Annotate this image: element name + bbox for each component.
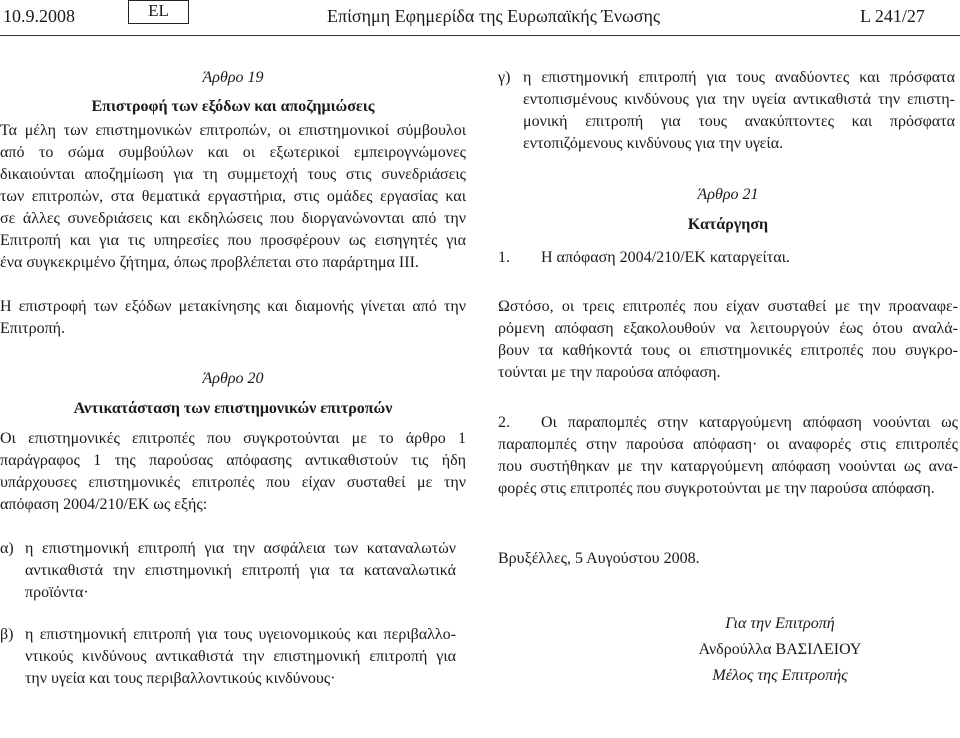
article-20-title: Αντικατάσταση των επιστημονικών επιτροπών (73, 400, 393, 417)
list-item-a (0, 538, 466, 604)
text-line: εντοπισμένους κινδύνους για την υγεία αντικαθιστά την επιστη- (523, 91, 955, 108)
text-line: η επιστημονική επιτροπή για τους αναδύοντες και πρόσφατα (523, 69, 955, 86)
page-reference: L 241/27 (860, 6, 925, 26)
text-line: εντοπιζόμενους κινδύνους για την υγεία. (523, 135, 784, 152)
article-21-number: Άρθρο 21 (697, 186, 759, 203)
text-line: η επιστημονική επιτροπή για τους υγειονομικούς και περιβαλλο- (25, 626, 456, 643)
paragraph-1-continuation (498, 296, 958, 384)
text-line: από το σώμα συμβούλων και οι εξωτερικοί εμπειρογνώμονες (0, 144, 466, 161)
language-tag: EL (128, 0, 189, 24)
list-item-label: γ) (498, 69, 511, 86)
text-line: παράγραφος 1 της παρούσας απόφασης αντικαθιστούν τις ήδη (0, 452, 466, 469)
signature-for: Για την Επιτροπή (725, 615, 835, 632)
text-line: απόφαση 2004/210/ΕΚ ως εξής: (0, 496, 208, 513)
paragraph-2-text (498, 412, 958, 500)
place-and-date: Βρυξέλλες, 5 Αυγούστου 2008. (498, 550, 700, 567)
article-19-title: Επιστροφή των εξόδων και αποζημιώσεις (91, 98, 375, 115)
text-line: Τα μέλη των επιστημονικών επιτροπών, οι επιστημονικοί σύμβουλοι (0, 122, 466, 139)
list-item-label: β) (0, 626, 14, 643)
text-line: την υγεία και τους περιβαλλοντικούς κινδύνους· (25, 670, 336, 687)
text-line: παραπομπές στην παρούσα απόφαση· οι αναφορές στις επιτροπές (498, 436, 958, 453)
text-line: τούνται με την παρούσα απόφαση. (498, 364, 721, 381)
text-line: που συστήθηκαν με την καταργούμενη απόφαση νοούνται ως ανα- (498, 458, 958, 475)
text-line: ρόμενη απόφαση εξακολουθούν να λειτουργούν έως ότου αναλά- (498, 320, 958, 337)
article-19-number: Άρθρο 19 (202, 69, 264, 86)
header-divider (0, 35, 960, 36)
text-line: Οι παραπομπές στην καταργούμενη απόφαση νοούνται ως (541, 414, 958, 431)
article-19-paragraph-1 (0, 120, 466, 274)
paragraph-2 (498, 412, 958, 500)
text-line: προϊόντα· (25, 584, 89, 601)
text-line: φορές στις επιτροπές που συγκροτούνται με την παρούσα απόφαση. (498, 480, 935, 497)
text-line: Η επιστροφή των εξόδων μετακίνησης και διαμονής γίνεται από την (0, 298, 466, 315)
paragraph-text: Η απόφαση 2004/210/ΕΚ καταργείται. (541, 249, 790, 266)
paragraph-number: 2. (498, 414, 510, 431)
list-item-label: α) (0, 540, 14, 557)
paragraph-number: 1. (498, 249, 510, 266)
text-line: δικαιούνται αποζημίωση για τη συμμετοχή τους στις συνεδριάσεις (0, 166, 466, 183)
list-item-b (0, 624, 466, 690)
text-line: αντικαθιστά την επιστημονική επιτροπή για τα καταναλωτικά (25, 562, 456, 579)
journal-title: Επίσημη Εφημερίδα της Ευρωπαϊκής Ένωσης (327, 6, 661, 26)
text-line: η επιστημονική επιτροπή για την ασφάλεια των καταναλωτών (25, 540, 456, 557)
article-19-paragraph-2 (0, 296, 466, 340)
signatory-name: Ανδρούλλα ΒΑΣΙΛΕΙΟΥ (698, 641, 862, 658)
text-line: μονική επιτροπή για τους ανακύπτοντες και πρόσφατα (523, 113, 955, 130)
text-line: των επιτροπών, στα θεματικά εργαστήρια, στις ομάδες εργασίας και (0, 188, 466, 205)
text-line: σε άλλες συνεδριάσεις και εκδηλώσεις που διοργανώνονται από την (0, 210, 466, 227)
issue-date: 10.9.2008 (3, 6, 75, 26)
text-line: Επιτροπή και για τις υπηρεσίες που προσφέρουν ως εισηγητές για (0, 232, 466, 249)
signatory-role: Μέλος της Επιτροπής (712, 667, 848, 684)
text-line: ένα συγκεκριμένο ζήτημα, όπως προβλέπεται στο παράρτημα III. (0, 254, 419, 271)
paragraph-1 (498, 247, 958, 269)
list-item-c (498, 67, 958, 155)
article-21-title: Κατάργηση (687, 216, 769, 233)
text-line: ντικούς κινδύνους αντικαθιστά την επιστημονική επιτροπή για (25, 648, 456, 665)
text-line: Ωστόσο, οι τρεις επιτροπές που είχαν συσταθεί με την προαναφε- (498, 298, 958, 315)
text-line: βουν τα καθήκοντά τους οι επιστημονικές επιτροπές που συγκρο- (498, 342, 958, 359)
article-20-paragraph-1 (0, 428, 466, 516)
text-line: Οι επιστημονικές επιτροπές που συγκροτούνται με το άρθρο 1 (0, 430, 466, 447)
text-line: υπάρχουσες επιστημονικές επιτροπές που είχαν συσταθεί με την (0, 474, 466, 491)
text-line: Επιτροπή. (0, 320, 66, 337)
article-20-number: Άρθρο 20 (202, 370, 264, 387)
